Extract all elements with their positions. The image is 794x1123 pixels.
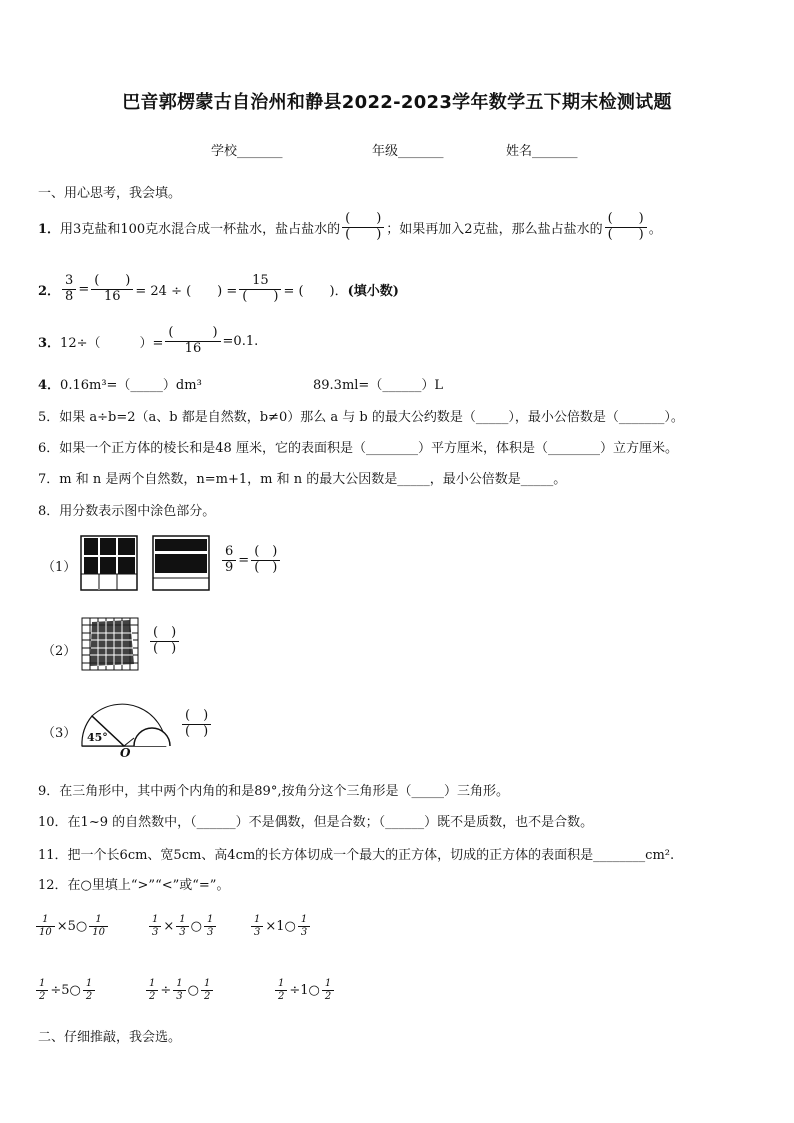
q12-item-6: $\frac{1}{2}$ ÷1○ $\frac{1}{2}$ [273,978,336,1002]
q3-fraction [165,326,220,357]
q8-p1-blank-fraction [251,545,280,576]
q1-end: 。 [648,221,662,237]
q8-figure-2 [80,616,142,674]
q2-mid: = 24 ÷ ( ) = [135,283,238,299]
q8-p1-blank-num: ( ) [254,544,278,559]
question-11: 11．把一个长6cm、宽5cm、高4cm的长方体切成一个最大的正方体，切成的正方体的表面积是________cm². [38,848,675,863]
q2-fraction-2 [91,274,133,305]
q12-item-5: $\frac{1}{2}$ ÷ $\frac{1}{3}$ ○ $\frac{1}{2}$ [144,978,215,1002]
school-field [211,140,283,159]
q12-item-2: $\frac{1}{3}$ × $\frac{1}{3}$ ○ $\frac{1}{3}$ [147,914,218,938]
page-title: 巴音郭楞蒙古自治州和静县2022-2023学年数学五下期末检测试题 [122,92,672,113]
q2-fraction-1 [62,274,76,305]
question-2 [38,274,399,305]
q12-item-4: $\frac{1}{2}$ ÷5○ $\frac{1}{2}$ [34,978,97,1002]
q8-p3-blank-num: ( ) [185,708,209,723]
q8-p1-den: 9 [225,559,234,575]
q1-text-a: 用3克盐和100克水混合成一杯盐水，盐占盐水的 [60,221,341,237]
q2-den-1: 8 [65,288,74,304]
school-blank: _______ [237,144,283,159]
q2-num-3: 15 [252,273,269,288]
q2-note: (填小数) [347,283,399,299]
rect-b [153,536,209,590]
name-label: 姓名 [506,144,533,159]
q2-den-3: ( ) [242,288,279,304]
q8-point-label: O [120,746,131,760]
q2-num-1: 3 [65,273,74,288]
q8-p2-blank-num: ( ) [153,625,177,640]
q4-part-a: 0.16m³=（_____）dm³ [60,378,202,393]
q1-fraction-1 [342,212,384,243]
q2-tail: = ( )． [283,283,348,299]
q4-number: 4． [38,378,61,393]
q8-part-3-label: （3） [42,726,77,741]
q8-part-1-label: （1） [42,560,77,575]
q8-p1-blank-den: ( ) [254,559,278,575]
q12-item-1: $\frac{1}{10}$ ×5○ $\frac{1}{10}$ [34,914,110,938]
section-1-heading: 一、用心思考，我会填。 [38,186,182,201]
q8-figure-1 [80,535,220,591]
q12-item-3: $\frac{1}{3}$ ×1○ $\frac{1}{3}$ [249,914,312,938]
question-12: 12．在○里填上“>”“<”或“=”。 [38,878,230,893]
q2-eq: = [78,281,90,297]
q8-angle-label: 45° [87,731,108,744]
name-field [506,140,578,159]
grade-blank: _______ [398,144,444,159]
grade-field [372,140,444,159]
q8-part-1-answer: $\frac{6}{9}$ = $\frac{( )}{( )}$ [220,545,282,576]
q3-number: 3． [38,335,61,351]
q8-p1-fraction [222,545,236,576]
q3-num: ( ) [168,325,218,340]
rect-a [81,536,137,590]
q3-tail: =0.1. [222,333,259,349]
q4-part-b: 89.3ml=（______）L [313,378,443,393]
question-5: 5．如果 a÷b=2（a、b 都是自然数，b≠0）那么 a 与 b 的最大公约数是（_____），最小公倍数是（_______）。 [38,410,684,425]
q1-blank-num-2: ( ) [607,211,644,226]
question-9: 9．在三角形中，其中两个内角的和是89°,按角分这个三角形是（_____）三角形。 [38,784,509,799]
grade-label: 年级 [372,144,399,159]
q8-part-2-answer [148,626,181,657]
q2-num-2: ( ) [94,273,131,288]
question-3 [38,326,258,357]
q8-part-2-label: （2） [42,644,77,659]
q1-blank-den-1: ( ) [345,226,382,242]
question-7: 7．m 和 n 是两个自然数，n=m+1，m 和 n 的最大公因数是_____，最小公倍数是_____。 [38,472,567,487]
q2-fraction-3 [239,274,281,305]
q2-den-2: 16 [104,288,121,304]
q1-text-b: ；如果再加入2克盐，那么盐占盐水的 [386,221,603,237]
q3-den: 16 [184,340,202,356]
question-8: 8．用分数表示图中涂色部分。 [38,504,216,519]
q8-p3-blank-den: ( ) [185,723,209,739]
q8-p2-blank-den: ( ) [153,640,177,656]
section-2-heading: 二、仔细推敲，我会选。 [38,1030,182,1045]
name-blank: _______ [532,144,578,159]
question-4 [38,374,202,393]
q1-blank-den-2: ( ) [607,226,644,242]
q2-number: 2． [38,283,61,299]
q1-blank-num-1: ( ) [345,211,382,226]
q8-p3-blank-fraction [182,709,211,740]
q1-fraction-2 [605,212,647,243]
q1-number: 1． [38,221,61,237]
school-label: 学校 [211,144,238,159]
question-6: 6．如果一个正方体的棱长和是48 厘米，它的表面积是（________）平方厘米，体积是（________）立方厘米。 [38,441,678,456]
q8-p1-num: 6 [225,544,234,559]
q8-part-3-answer [180,709,213,740]
q8-p2-blank-fraction [150,626,179,657]
question-1 [38,212,662,243]
question-10: 10．在1~9 的自然数中，（______）不是偶数，但是合数；（______）既不是质数，也不是合数。 [38,815,594,830]
q3-text: 12÷（ ）= [60,335,164,351]
